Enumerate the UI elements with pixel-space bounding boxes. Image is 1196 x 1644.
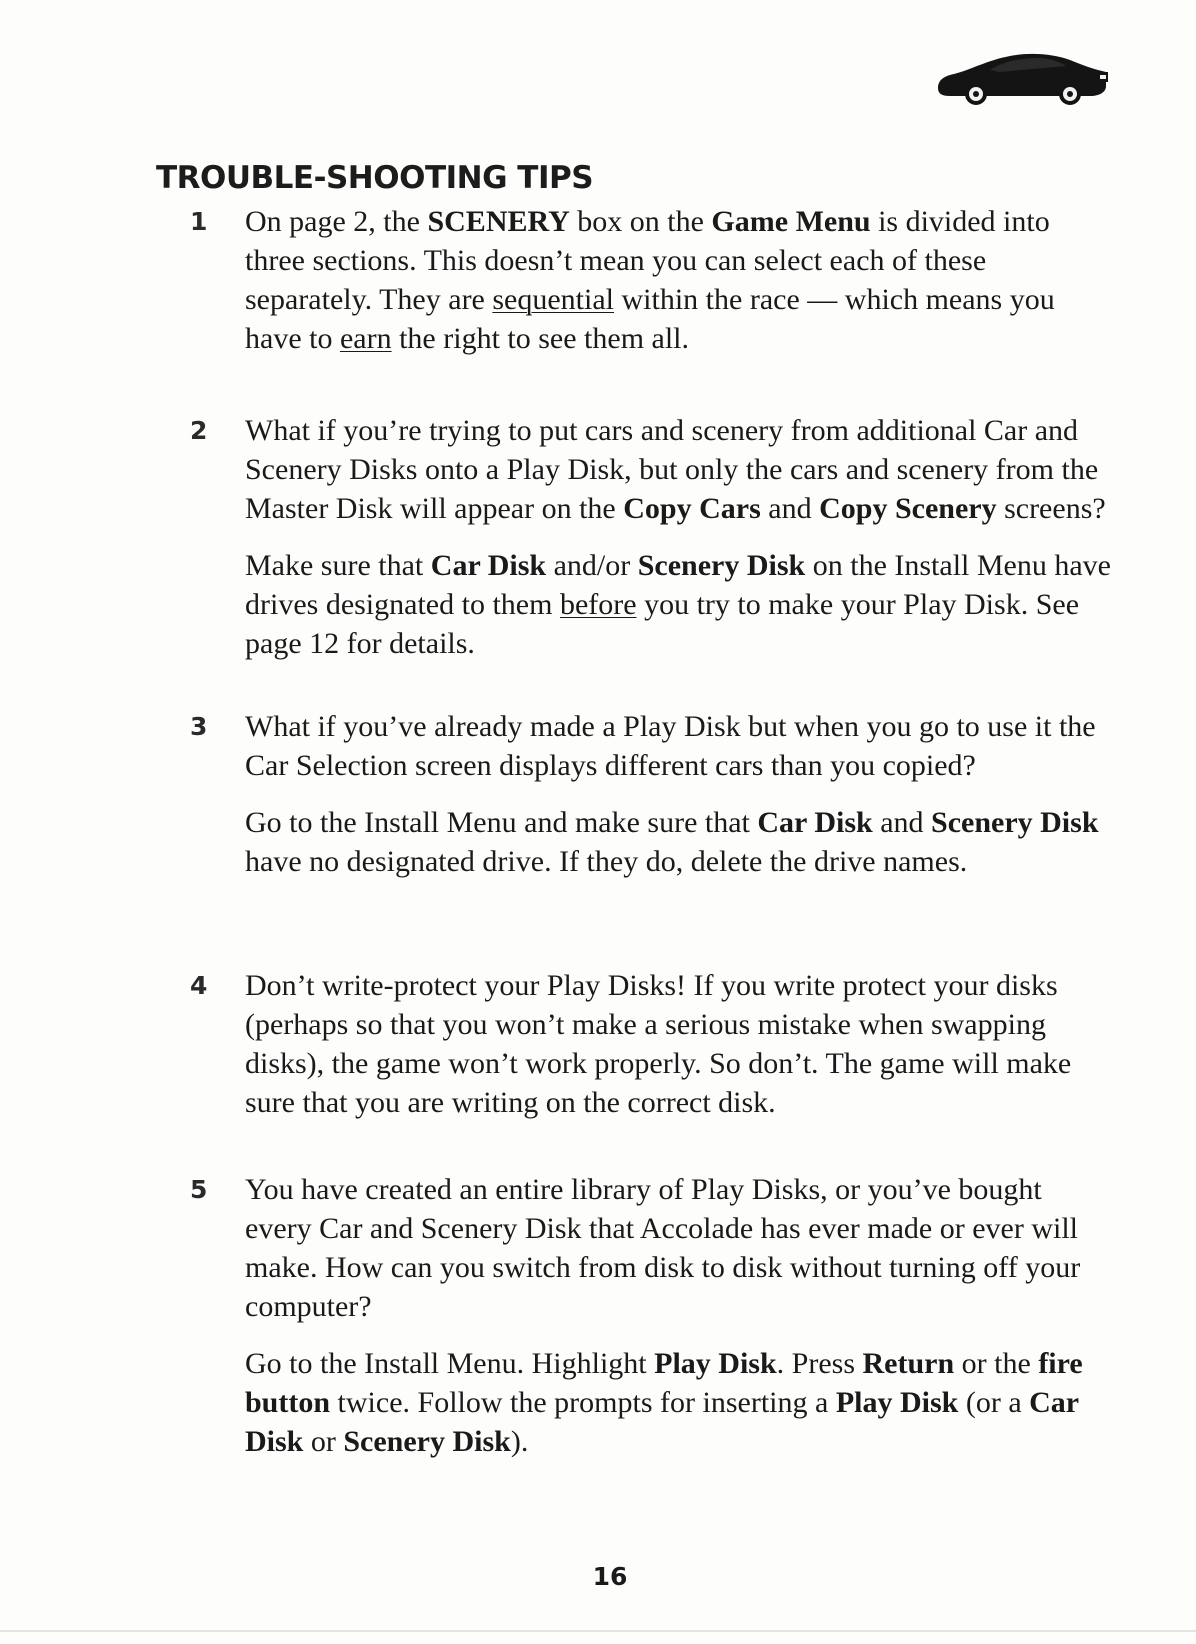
underlined-term: earn xyxy=(339,322,392,355)
bold-term: Scenery Disk xyxy=(343,1425,511,1458)
page-title: TROUBLE-SHOOTING TIPS xyxy=(156,160,594,196)
text-run: box on the xyxy=(569,205,712,238)
text-run: What if you’ve already made a Play Disk but when you go to use it the Car Selection screen displays different cars than you copied? xyxy=(245,710,1096,782)
text-run: (or a xyxy=(958,1386,1030,1419)
bold-term: Play Disk xyxy=(835,1386,959,1419)
text-run: the right to see them all. xyxy=(391,322,690,355)
underlined-term: before xyxy=(559,588,637,621)
tip-paragraph xyxy=(245,1170,1115,1326)
bold-term: Car Disk xyxy=(757,806,873,839)
text-run: on the Install Menu have drives designated to them xyxy=(245,549,1111,621)
text-run: On page 2, the xyxy=(245,205,428,238)
text-run: screens? xyxy=(996,492,1106,525)
bold-term: Car Disk xyxy=(430,549,547,582)
tip-3 xyxy=(190,707,1115,881)
tip-number: 5 xyxy=(190,1175,208,1204)
text-run: Make sure that xyxy=(245,549,431,582)
text-run: . Press xyxy=(776,1347,863,1380)
tip-paragraph xyxy=(245,803,1115,881)
bold-term: Play Disk xyxy=(654,1347,777,1380)
text-run: Go to the Install Menu. Highlight xyxy=(245,1347,655,1380)
bold-term: SCENERY xyxy=(427,205,570,238)
text-run: and xyxy=(760,492,820,525)
bold-term: Scenery Disk xyxy=(931,806,1099,839)
tip-number: 2 xyxy=(190,416,208,445)
bold-term: Copy Cars xyxy=(623,492,761,525)
tip-paragraph xyxy=(245,202,1115,358)
page-number: 16 xyxy=(592,1562,628,1591)
tip-1 xyxy=(190,202,1115,358)
text-run: or xyxy=(303,1425,344,1458)
bold-term: Copy Scenery xyxy=(819,492,997,525)
text-run: What if you’re trying to put cars and scenery from additional Car and Scenery Disks onto a Play Disk, but only the cars and scenery from the Master Disk will appear on the xyxy=(245,414,1099,525)
tip-number: 3 xyxy=(190,712,208,741)
bold-term: Scenery Disk xyxy=(637,549,806,582)
tip-5 xyxy=(190,1170,1115,1461)
tip-paragraph xyxy=(245,1344,1115,1461)
tip-paragraph xyxy=(245,966,1115,1122)
text-run: and/or xyxy=(546,549,638,582)
race-car-icon xyxy=(930,42,1110,110)
tip-number: 4 xyxy=(190,971,208,1000)
text-run: or the xyxy=(954,1347,1039,1380)
text-run: Go to the Install Menu and make sure that xyxy=(245,806,758,839)
text-run: You have created an entire library of Play Disks, or you’ve bought every Car and Scenery Disk that Accolade has ever made or ever will make. How can you switch from disk to disk without turning off your computer? xyxy=(245,1173,1081,1323)
text-run: within the race — which means you have to xyxy=(245,283,1055,355)
bold-term: Car Disk xyxy=(245,1386,1079,1458)
text-run: ). xyxy=(510,1425,529,1458)
text-run: Don’t write-protect your Play Disks! If you write protect your disks (perhaps so that you won’t make a serious mistake when swapping disks), the game won’t work properly. So don’t. The game will make sure that you are writing on the correct disk. xyxy=(245,969,1072,1119)
text-run: have no designated drive. If they do, delete the drive names. xyxy=(245,845,968,878)
bold-term: Game Menu xyxy=(711,205,871,238)
text-run: twice. Follow the prompts for inserting a xyxy=(330,1386,836,1419)
tip-2 xyxy=(190,411,1115,663)
text-run: is divided into three sections. This doesn’t mean you can select each of these separately. They are xyxy=(245,205,1050,316)
tip-4 xyxy=(190,966,1115,1122)
bold-term: fire button xyxy=(245,1347,1083,1419)
text-run: and xyxy=(872,806,932,839)
underlined-term: sequential xyxy=(492,283,615,316)
page-edge-divider xyxy=(0,1630,1196,1632)
tip-paragraph xyxy=(245,707,1115,785)
text-run: you try to make your Play Disk. See page 12 for details. xyxy=(245,588,1080,660)
bold-term: Return xyxy=(862,1347,955,1380)
tip-paragraph xyxy=(245,411,1115,528)
tip-number: 1 xyxy=(190,207,208,236)
tip-paragraph xyxy=(245,546,1115,663)
